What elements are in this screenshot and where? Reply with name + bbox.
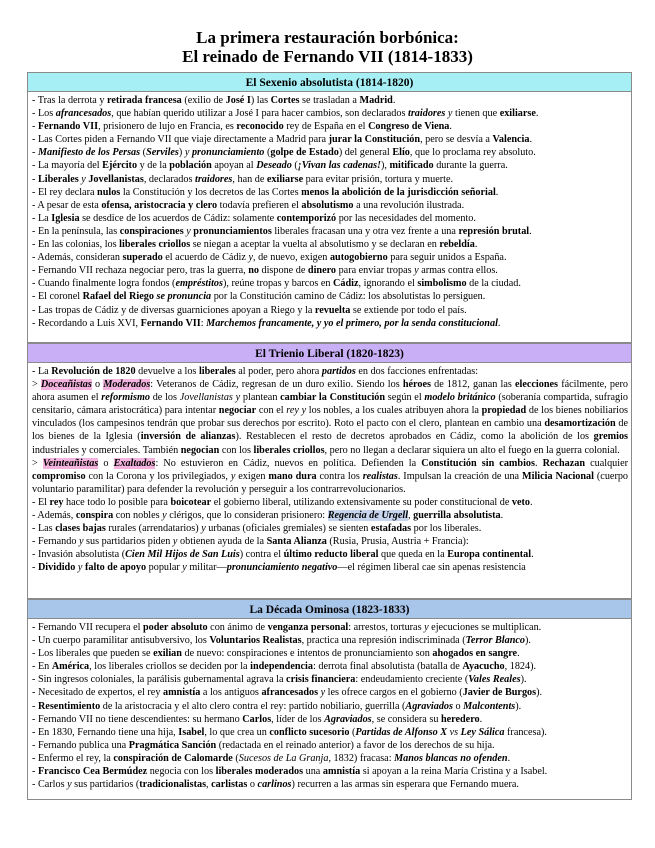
list-item: - Las clases bajas rurales (arrendatarios) y urbanas (oficiales gremiales) se sienten estafadas por los liberales. [32,523,482,535]
list-item: - Fernando VII rechaza negociar pero, tras la guerra, no dispone de dinero para enviar tropas y armas contra ellos. [32,265,498,277]
list-item: - Invasión absolutista (Cien Mil Hijos de San Luis) contra el último reducto liberal que queda en la Europa continental. [32,549,534,561]
list-item: - Resentimiento de la aristocracia y el alto clero contra el rey: partido nobiliario, guerrilla (Agraviados o Malcontents). [32,700,522,712]
list-item: - El rey hace todo lo posible para boicotear el gobierno liberal, utilizando extensivamente su poder constitucional de veto. [32,496,533,508]
list-item: - Además, consideran superado el acuerdo de Cádiz y, de nuevo, exigen autogobierno para seguir unidos a España. [32,252,507,264]
section-lines [32,365,628,575]
list-item: - En América, los liberales criollos se deciden por la independencia: derrota final absolutista (batalla de Ayacucho, 1824). [32,661,537,673]
list-item: - Los liberales que pueden se exilian de nuevo: conspiraciones e intentos de pronunciamiento son ahogados en sangre. [32,648,520,660]
list-item: - El coronel Rafael del Riego se pronuncia por la Constitución camino de Cádiz: los absolutistas lo persiguen. [32,291,486,303]
list-item: - A pesar de esta ofensa, aristocracia y clero todavía prefieren el absolutismo a una revolución ilustrada. [32,199,465,211]
list-item: - Los afrancesados, que habían querido utilizar a José I para hacer cambios, son declarados traidores y tienen que exiliarse. [32,108,539,120]
list-item: - Un cuerpo paramilitar antisubversivo, los Voluntarios Realistas, practica una represión indiscriminada (Terror Blanco). [32,635,531,647]
list-item: - Enfermo el rey, la conspiración de Calomarde (Sucesos de La Granja, 1832) fracasa: Manos blancas no ofenden. [32,752,511,764]
document-subtitle: El reinado de Fernando VII (1814-1833) [182,47,473,66]
list-item: - Las tropas de Cádiz y de diversas guarniciones apoyan a Riego y la revuelta se extiende por todo el país. [32,304,467,316]
list-item: - Tras la derrota y retirada francesa (exilio de José I) las Cortes se trasladan a Madrid. [32,95,396,106]
section-body-decada [27,619,632,800]
list-item: - La mayoría del Ejército y de la población apoyan al Deseado (¡Vivan las cadenas!), mitificado durante la guerra. [32,160,508,172]
section-header-decada: La Década Ominosa (1823-1833) [27,599,632,619]
list-item: - Fernando y sus partidarios piden y obtienen ayuda de la Santa Alianza (Rusia, Prusia, Austria + Francia): [32,536,469,548]
section-body-sexenio [27,92,632,343]
list-item: - En 1830, Fernando tiene una hija, Isabel, lo que crea un conflicto sucesorio (Partidas de Alfonso X vs Ley Sálica francesa). [32,726,547,738]
section-header-sexenio: El Sexenio absolutista (1814-1820) [27,72,632,92]
list-item: - En la península, las conspiraciones y pronunciamientos liberales fracasan una y otra vez frente a una represión brutal. [32,225,532,237]
list-item: - Fernando VII recupera el poder absoluto con ánimo de venganza personal: arrestos, torturas y ejecuciones se multiplican. [32,622,542,633]
list-item: - La Revolución de 1820 devuelve a los liberales al poder, pero ahora partidos en dos facciones enfrentadas: [32,366,479,377]
list-item: - Carlos y sus partidarios (tradicionalistas, carlistas o carlinos) recurren a las armas sin esperara que Fernando muera. [32,779,519,791]
list-item: - Fernando VII no tiene descendientes: su hermano Carlos, líder de los Agraviados, se considera su heredero. [32,713,483,725]
list-item: - Francisco Cea Bermúdez negocia con los liberales moderados una amnistía si apoyan a la reina María Cristina y a Isabel. [32,766,548,778]
list-item: > Veinteañistas o Exaltados: No estuvieron en Cádiz, nuevos en política. Defienden la Constitución sin cambios. Rechazan cualquier compromiso con la Corona y los privilegiados, y exigen mano dura contra los realistas. Impulsan la creación de una Milicia Nacional (cuerpo voluntario paramilitar) para defender la revolución y perseguir a los contrarrevolucionarios. [32,457,629,495]
list-item: - Liberales y Jovellanistas, declarados traidores, han de exiliarse para evitar prisión, tortura y muerte. [32,173,454,185]
list-item: - El rey declara nulos la Constitución y los decretos de las Cortes menos la abolición de la jurisdicción señorial. [32,186,499,198]
document-title: La primera restauración borbónica: [196,28,459,47]
list-item: - Fernando publica una Pragmática Sanción (redactada en el reinado anterior) a favor de los derechos de su hija. [32,739,495,751]
section-body-trienio [27,363,632,599]
list-item: - Manifiesto de los Persas (Serviles) y pronunciamiento (golpe de Estado) del general Elío, que lo proclama rey absoluto. [32,147,536,159]
list-item: - Cuando finalmente logra fondos (empréstitos), reúne tropas y barcos en Cádiz, ignorando el simbolismo de la ciudad. [32,278,521,290]
section-lines [32,621,628,791]
list-item: - Fernando VII, prisionero de lujo en Francia, es reconocido rey de España en el Congreso de Viena. [32,121,452,133]
list-item: - Recordando a Luis XVI, Fernando VII: Marchemos francamente, y yo el primero, por la senda constitucional. [32,317,501,329]
section-lines [32,94,628,330]
list-item: - La Iglesia se desdice de los acuerdos de Cádiz: solamente contemporizó por las necesidades del momento. [32,212,476,224]
list-item: - Sin ingresos coloniales, la parálisis gubernamental agrava la crisis financiera: endeudamiento creciente (Vales Reales). [32,674,527,686]
list-item: > Doceañistas o Moderados: Veteranos de Cádiz, regresan de un duro exilio. Siendo los héroes de 1812, ganan las elecciones fácilmente, pero ahora asumen el reformismo de los Jovellanistas y plantean cambiar la Constitución según el modelo británico (soberanía compartida, sufragio censitario, cámara aristocrática) para intentar negociar con el rey y los nobles, a los cuales atribuyen ahora la propiedad de los bienes nobiliarios vinculados (los campesinos tendrán que probar sus derechos por escrito). Roto el pacto con el clero, plantean en cambio una desamortización de los bienes de la Iglesia (inversión de alianzas). Restablecen el resto de decretos aprobados en Cádiz, como la abolición de los gremios industriales y comerciales. También negocian con los liberales criollos, pero no llegan a declarar siquiera un alto el fuego en la guerra colonial. [32,379,629,456]
list-item: - Dividido y falto de apoyo popular y militar—pronunciamiento negativo—el régimen liberal cae sin apenas resistencia [32,562,526,574]
list-item: - Necesitado de expertos, el rey amnistía a los antiguos afrancesados y les ofrece cargos en el gobierno (Javier de Burgos). [32,687,543,699]
list-item: - Además, conspira con nobles y clérigos, que lo consideran prisionero: Regencia de Urgell, guerrilla absolutista. [32,510,504,522]
list-item: - En las colonias, los liberales criollos se niegan a aceptar la vuelta al absolutismo y se declaran en rebeldía. [32,239,478,251]
list-item: - Las Cortes piden a Fernando VII que viaje directamente a Madrid para jurar la Constitución, pero se desvía a Valencia. [32,134,533,146]
section-header-trienio: El Trienio Liberal (1820-1823) [27,343,632,363]
